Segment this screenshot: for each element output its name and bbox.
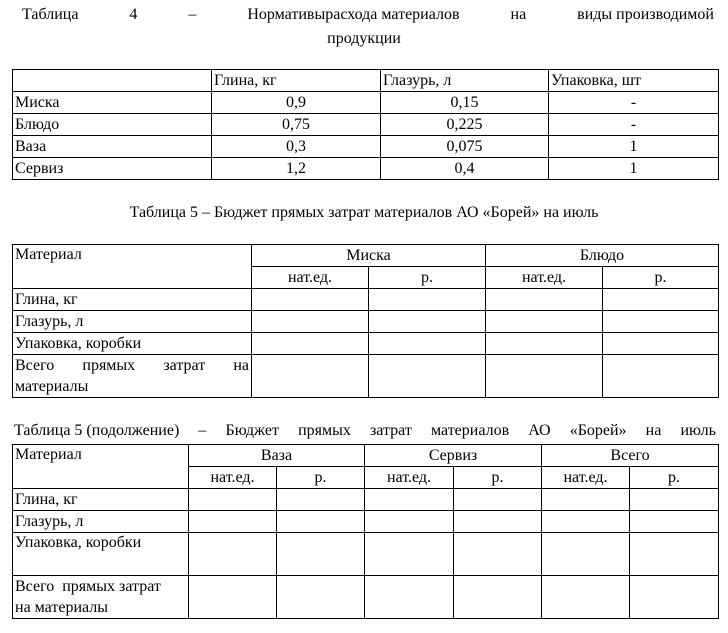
total-word: прямых bbox=[82, 357, 136, 374]
table5c-title-word: материалов bbox=[430, 422, 510, 439]
table4-title-word: на bbox=[510, 6, 527, 23]
table4-title-word: виды производимой bbox=[577, 6, 714, 23]
empty-cell bbox=[630, 489, 719, 511]
group-header: Миска bbox=[252, 245, 486, 267]
unit-header: р. bbox=[603, 267, 719, 289]
table-row bbox=[13, 576, 719, 619]
empty-cell bbox=[603, 333, 719, 355]
table5c-title-word: затрат bbox=[369, 422, 412, 439]
table5c-title-word: Бюджет bbox=[225, 422, 279, 439]
unit-header: нат.ед. bbox=[189, 467, 277, 489]
table-header-row bbox=[13, 445, 719, 467]
table-row bbox=[13, 511, 719, 533]
row-label: Миска bbox=[13, 92, 212, 114]
row-label: Глина, кг bbox=[13, 489, 189, 511]
empty-cell bbox=[277, 489, 365, 511]
table5c-title-word: АО bbox=[528, 422, 551, 439]
row-label: Ваза bbox=[13, 136, 212, 158]
empty-cell bbox=[454, 576, 542, 619]
empty-cell bbox=[486, 289, 603, 311]
empty-cell bbox=[454, 489, 542, 511]
empty-cell bbox=[369, 355, 486, 398]
empty-cell bbox=[365, 489, 454, 511]
table4-title-word: Таблица bbox=[22, 6, 79, 23]
cell-value: - bbox=[549, 92, 719, 114]
total-line2: на материалы bbox=[15, 599, 108, 616]
cell-value: 1 bbox=[549, 158, 719, 180]
cell-value: - bbox=[549, 114, 719, 136]
table4-title-line2: продукции bbox=[327, 30, 401, 47]
cell-value: 0,15 bbox=[381, 92, 549, 114]
empty-cell bbox=[542, 576, 630, 619]
unit-header: р. bbox=[630, 467, 719, 489]
cell-value: 0,3 bbox=[212, 136, 381, 158]
table5 bbox=[12, 244, 719, 398]
table4-title bbox=[22, 6, 714, 24]
unit-header: нат.ед. bbox=[486, 267, 603, 289]
group-header: Всего bbox=[542, 445, 719, 467]
row-label: Глазурь, л bbox=[13, 311, 252, 333]
table-row bbox=[13, 311, 719, 333]
row-label: Сервиз bbox=[13, 158, 212, 180]
empty-cell bbox=[277, 511, 365, 533]
table5c bbox=[12, 444, 719, 619]
cell-value: 1,2 bbox=[212, 158, 381, 180]
cell-value: 1 bbox=[549, 136, 719, 158]
material-header: Материал bbox=[13, 445, 189, 489]
group-header: Сервиз bbox=[365, 445, 542, 467]
header-cell bbox=[13, 70, 212, 92]
empty-cell bbox=[365, 533, 454, 576]
empty-cell bbox=[252, 311, 369, 333]
table-row bbox=[13, 355, 719, 398]
empty-cell bbox=[365, 576, 454, 619]
unit-header: р. bbox=[277, 467, 365, 489]
unit-header: р. bbox=[454, 467, 542, 489]
empty-cell bbox=[603, 289, 719, 311]
empty-cell bbox=[277, 533, 365, 576]
empty-cell bbox=[542, 489, 630, 511]
table5c-title-word: на bbox=[645, 422, 662, 439]
empty-cell bbox=[454, 533, 542, 576]
table5c-title-word: – bbox=[198, 422, 207, 439]
unit-header: р. bbox=[369, 267, 486, 289]
table4-title-word: 4 bbox=[129, 6, 138, 23]
empty-cell bbox=[369, 311, 486, 333]
empty-cell bbox=[603, 311, 719, 333]
row-label: Упаковка, коробки bbox=[13, 333, 252, 355]
cell-value: 0,075 bbox=[381, 136, 549, 158]
empty-cell bbox=[630, 511, 719, 533]
empty-cell bbox=[486, 311, 603, 333]
table5c-title-word: Таблица 5 (подолжение) bbox=[14, 422, 180, 439]
table5c-title-word: прямых bbox=[298, 422, 351, 439]
total-word: Всего bbox=[15, 357, 55, 374]
empty-cell bbox=[454, 511, 542, 533]
table4-title-word: Нормативырасхода материалов bbox=[247, 6, 460, 23]
empty-cell bbox=[603, 355, 719, 398]
table-row bbox=[13, 289, 719, 311]
row-label: Глина, кг bbox=[13, 289, 252, 311]
table-row bbox=[13, 333, 719, 355]
total-word: затрат bbox=[163, 357, 206, 374]
empty-cell bbox=[542, 533, 630, 576]
row-label: Глазурь, л bbox=[13, 511, 189, 533]
group-header: Ваза bbox=[189, 445, 365, 467]
header-cell: Глина, кг bbox=[212, 70, 381, 92]
table-header-row bbox=[13, 70, 719, 92]
table-row bbox=[13, 158, 719, 180]
table-row bbox=[13, 92, 719, 114]
table-row bbox=[13, 114, 719, 136]
table-row bbox=[13, 489, 719, 511]
empty-cell bbox=[486, 333, 603, 355]
empty-cell bbox=[189, 533, 277, 576]
empty-cell bbox=[252, 289, 369, 311]
empty-cell bbox=[189, 576, 277, 619]
empty-cell bbox=[369, 289, 486, 311]
unit-header: нат.ед. bbox=[542, 467, 630, 489]
material-header: Материал bbox=[13, 245, 252, 289]
total-line1 bbox=[15, 355, 249, 376]
cell-value: 0,75 bbox=[212, 114, 381, 136]
header-cell: Упаковка, шт bbox=[549, 70, 719, 92]
cell-value: 0,225 bbox=[381, 114, 549, 136]
header-cell: Глазурь, л bbox=[381, 70, 549, 92]
empty-cell bbox=[277, 576, 365, 619]
total-word: на bbox=[233, 357, 249, 374]
table5c-title bbox=[14, 422, 716, 440]
row-label: Блюдо bbox=[13, 114, 212, 136]
table5c-title-word: июль bbox=[680, 422, 716, 439]
table5-title: Таблица 5 – Бюджет прямых затрат материалов АО «Борей» на июль bbox=[129, 204, 599, 221]
table4-title-word: – bbox=[188, 6, 197, 23]
table-header-row bbox=[13, 245, 719, 267]
total-line2: материалы bbox=[15, 378, 89, 395]
unit-header: нат.ед. bbox=[252, 267, 369, 289]
empty-cell bbox=[486, 355, 603, 398]
total-line1: Всего прямых затрат bbox=[15, 578, 161, 595]
empty-cell bbox=[630, 533, 719, 576]
row-label-total bbox=[13, 576, 189, 619]
unit-header: нат.ед. bbox=[365, 467, 454, 489]
group-header: Блюдо bbox=[486, 245, 719, 267]
empty-cell bbox=[189, 489, 277, 511]
empty-cell bbox=[252, 355, 369, 398]
table-row bbox=[13, 533, 719, 576]
empty-cell bbox=[252, 333, 369, 355]
table4 bbox=[12, 69, 719, 180]
empty-cell bbox=[369, 333, 486, 355]
empty-cell bbox=[365, 511, 454, 533]
cell-value: 0,9 bbox=[212, 92, 381, 114]
cell-value: 0,4 bbox=[381, 158, 549, 180]
empty-cell bbox=[189, 511, 277, 533]
table-row bbox=[13, 136, 719, 158]
empty-cell bbox=[542, 511, 630, 533]
empty-cell bbox=[630, 576, 719, 619]
row-label: Упаковка, коробки bbox=[13, 533, 189, 576]
row-label-total bbox=[13, 355, 252, 398]
table5c-title-word: «Борей» bbox=[569, 422, 627, 439]
